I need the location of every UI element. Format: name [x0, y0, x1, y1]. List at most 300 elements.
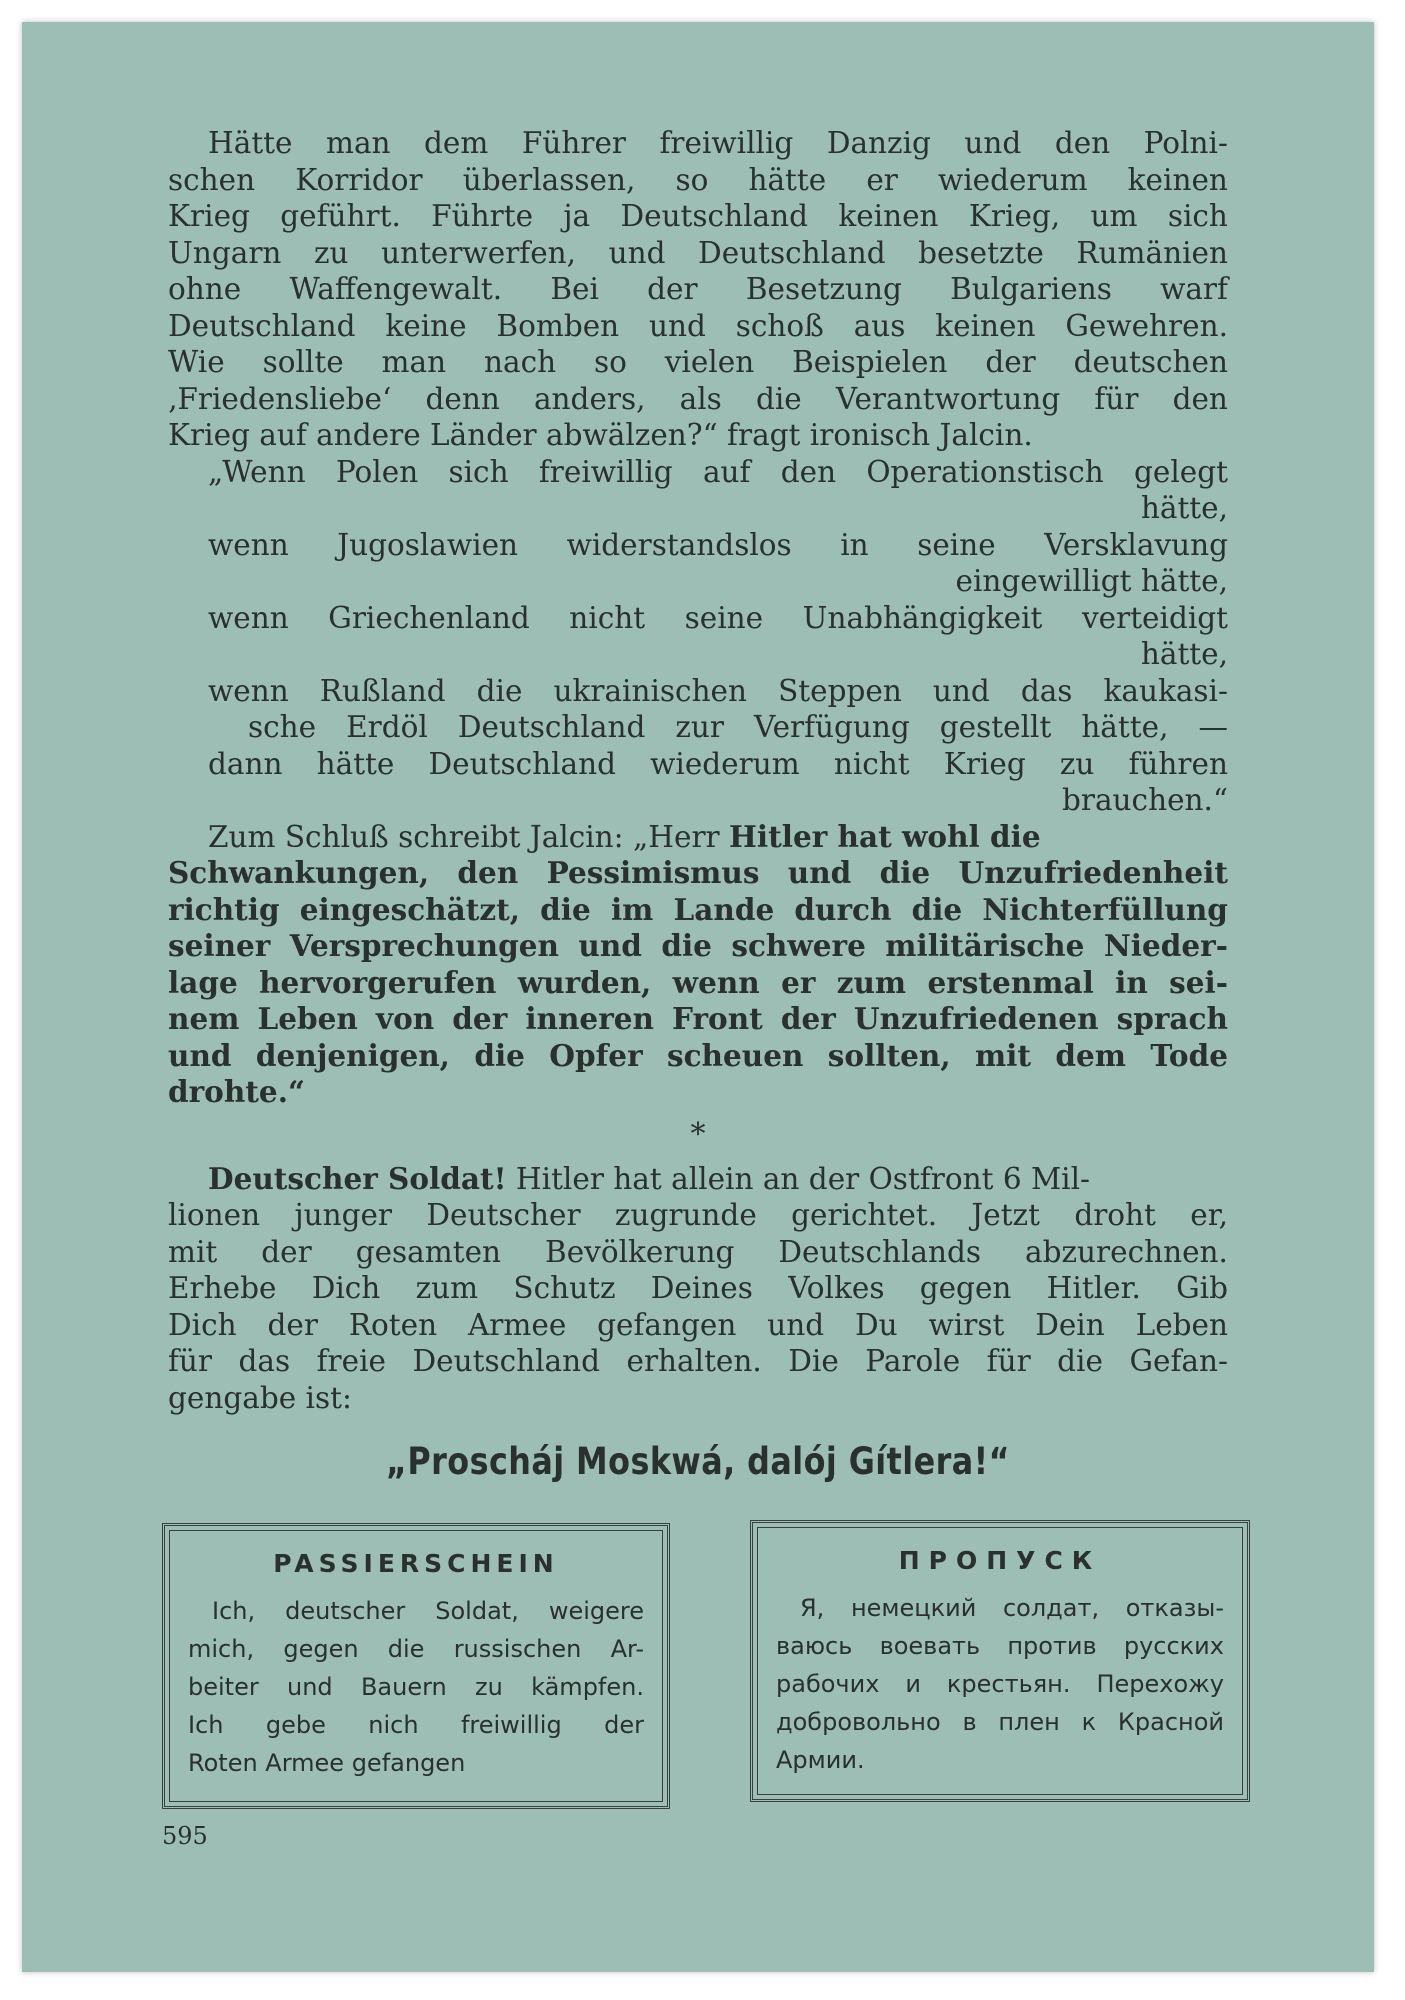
closing-quote — [208, 819, 1041, 856]
word: der — [985, 345, 1036, 379]
word: nicht — [833, 746, 910, 781]
word: солдат, — [1002, 1594, 1100, 1622]
word: geführt. — [280, 199, 401, 233]
word: Bomben — [496, 308, 620, 343]
word: Unzufriedenen — [853, 1001, 1099, 1036]
line-text: gengabe ist: — [168, 1380, 352, 1415]
word: eingeschätzt, — [299, 891, 521, 927]
text-line — [168, 198, 1228, 235]
word: Rußland — [319, 673, 446, 708]
word: Перехожу — [1096, 1670, 1224, 1698]
text-line — [168, 636, 1228, 673]
word: die — [911, 891, 963, 927]
parole-slogan: „Proscháj Moskwá, dalój Gítlera!“ — [386, 1440, 1010, 1483]
text-line — [168, 1307, 1228, 1344]
text-line — [168, 1038, 1228, 1075]
word: nich — [368, 1711, 419, 1739]
word: russischen — [453, 1635, 582, 1663]
word: mit — [168, 1234, 218, 1269]
text-line — [168, 1343, 1228, 1380]
plain-segment: Hitler hat allein an der Ostfront 6 Mil- — [506, 1161, 1091, 1196]
word: das — [238, 1344, 291, 1378]
word: verteidigt — [1081, 600, 1228, 635]
word: Tode — [1150, 1037, 1228, 1073]
word: Führte — [431, 199, 534, 233]
word: Bevölkerung — [545, 1234, 735, 1269]
word: Polni- — [1143, 126, 1228, 160]
line-text: Roten Armee gefangen — [188, 1749, 466, 1777]
word: abzurechnen. — [1025, 1234, 1228, 1269]
passierschein-line — [188, 1706, 644, 1744]
word: und — [767, 1307, 825, 1342]
word: der — [647, 272, 698, 306]
word: Krieg — [168, 199, 250, 233]
word: gegen — [919, 1271, 1012, 1305]
body-text — [168, 125, 1228, 1416]
word: für — [986, 1344, 1031, 1378]
word: im — [610, 891, 654, 927]
word: и — [905, 1670, 921, 1698]
word: seiner — [168, 928, 271, 963]
word: sprach — [1116, 1001, 1228, 1036]
word: wenn — [208, 527, 289, 562]
word: schen — [168, 162, 256, 197]
propusk-line — [776, 1703, 1224, 1741]
word: die — [1057, 1344, 1103, 1378]
word: Nichterfüllung — [982, 891, 1228, 927]
word: mit — [974, 1037, 1032, 1073]
word: dem — [1055, 1037, 1126, 1073]
word: Deutschland — [457, 710, 646, 744]
word: wenn — [672, 964, 760, 1000]
word: der — [604, 1711, 644, 1739]
word: hätte — [748, 162, 827, 197]
word: Volkes — [788, 1271, 885, 1305]
word: sei- — [1169, 964, 1228, 1000]
word: beiter — [188, 1673, 259, 1701]
word: Nieder- — [1103, 928, 1228, 963]
text-line — [168, 527, 1228, 564]
word: Schwankungen, — [168, 855, 430, 890]
word: Führer — [521, 126, 627, 160]
line-text: hätte, — [1140, 637, 1228, 671]
word: keinen — [1127, 162, 1228, 197]
word: gestellt — [939, 710, 1052, 744]
word: nem — [168, 1001, 240, 1036]
bold-line: drohte.“ — [168, 1074, 305, 1109]
plain-segment: Zum Schluß schreibt Jalcin: „Herr — [208, 819, 730, 854]
word: ohne — [168, 272, 242, 306]
text-line — [168, 125, 1228, 162]
word: Du — [855, 1307, 898, 1342]
word: Deutscher — [426, 1198, 581, 1232]
text-line — [168, 490, 1228, 527]
word: Я, — [800, 1594, 825, 1622]
word: sich — [1167, 199, 1228, 233]
word: hervorgerufen — [259, 964, 497, 1000]
text-line — [168, 746, 1228, 783]
text-line — [168, 855, 1228, 892]
word: ja — [563, 199, 591, 233]
word: „Wenn — [208, 454, 306, 489]
word: Bauern — [360, 1673, 447, 1701]
word: weigere — [548, 1597, 644, 1625]
word: Verfügung — [753, 710, 910, 744]
word: Deutschlands — [778, 1234, 982, 1269]
word: Jetzt — [971, 1198, 1040, 1232]
word: und — [608, 235, 666, 270]
word: плен — [998, 1708, 1060, 1736]
word: Deutschland — [412, 1344, 601, 1378]
word: aus — [853, 308, 906, 343]
word: nach — [483, 345, 557, 379]
text-line — [168, 563, 1228, 600]
word: Unabhängigkeit — [802, 600, 1043, 635]
word: und — [168, 1037, 232, 1073]
word: die — [879, 855, 931, 890]
word: richtig — [168, 891, 280, 927]
word: Deutschland — [698, 235, 886, 270]
propusk-box — [750, 1520, 1250, 1802]
word: und — [787, 855, 852, 890]
word: zu — [1059, 746, 1095, 781]
word: hätte — [316, 746, 395, 781]
word: der — [452, 1001, 508, 1036]
word: von — [375, 1001, 435, 1036]
line-text: hätte, — [1140, 491, 1228, 525]
word: zu — [313, 235, 349, 270]
word: um — [1090, 199, 1138, 233]
text-line — [168, 235, 1228, 272]
word: Ich — [188, 1711, 224, 1739]
word: kämpfen. — [531, 1673, 644, 1701]
text-line — [168, 381, 1228, 418]
word: крестьян. — [946, 1670, 1071, 1698]
word: Danzig — [826, 126, 931, 160]
passierschein-inner — [169, 1530, 663, 1802]
word: denn — [425, 381, 500, 416]
word: seine — [684, 600, 764, 635]
word: Dich — [168, 1307, 237, 1342]
word: und — [287, 1673, 333, 1701]
word: erhalten. — [626, 1344, 762, 1378]
word: — — [1198, 710, 1228, 744]
text-line — [168, 1234, 1228, 1271]
text-line — [168, 819, 1228, 856]
word: schoß — [735, 308, 824, 343]
text-line — [168, 454, 1228, 491]
word: Krieg — [943, 746, 1026, 781]
text-line — [168, 709, 1228, 746]
word: Deutschland — [620, 199, 808, 233]
line-text: Krieg auf andere Länder abwälzen?“ fragt ironisch Jalcin. — [168, 418, 1033, 452]
text-line — [168, 782, 1228, 819]
word: Versklavung — [1044, 527, 1228, 562]
word: в — [962, 1708, 977, 1736]
word: zugrunde — [614, 1198, 757, 1232]
word: gefangen — [597, 1307, 737, 1342]
word: Leben — [257, 1001, 358, 1036]
word: keine — [385, 308, 467, 343]
word: Korridor — [295, 162, 423, 197]
word: die — [755, 381, 802, 416]
word: Wie — [168, 345, 225, 379]
word: Parole — [865, 1344, 961, 1378]
text-line — [168, 1380, 1228, 1417]
word: wiederum — [650, 746, 800, 781]
text-line — [168, 1270, 1228, 1307]
line-text: eingewilligt hätte, — [955, 564, 1228, 598]
word: Roten — [348, 1307, 438, 1342]
word: Schutz — [513, 1271, 616, 1305]
word: zum — [836, 964, 907, 1000]
word: und — [964, 126, 1022, 160]
word: für — [168, 1344, 213, 1378]
word: Deutschland — [428, 746, 617, 781]
word: Dich — [311, 1271, 381, 1305]
word: überlassen, — [462, 162, 636, 197]
word: zu — [475, 1673, 503, 1701]
word: немецкий — [850, 1594, 977, 1622]
word: wirst — [928, 1307, 1005, 1342]
word: Griechenland — [328, 600, 530, 635]
word: durch — [794, 891, 892, 927]
word: Soldat, — [435, 1597, 519, 1625]
passierschein-line — [188, 1744, 644, 1782]
word: die — [661, 928, 712, 963]
word: sche — [248, 710, 317, 744]
word: Die — [788, 1344, 839, 1378]
word: inneren — [525, 1001, 654, 1036]
word: das — [1020, 673, 1073, 708]
word: den — [780, 454, 837, 489]
word: Steppen — [778, 673, 902, 708]
bold-segment: Hitler hat wohl die — [729, 818, 1041, 854]
word: als — [679, 381, 722, 416]
text-line — [168, 417, 1228, 454]
word: против — [1007, 1632, 1097, 1660]
word: отказы- — [1125, 1594, 1224, 1622]
word: erstenmal — [927, 964, 1094, 1000]
word: deutscher — [285, 1597, 406, 1625]
word: gesamten — [355, 1234, 502, 1269]
word: Unzufriedenheit — [958, 855, 1228, 890]
word: Operationstisch — [866, 454, 1104, 489]
word: wiederum — [938, 162, 1088, 197]
word: Armee — [467, 1307, 567, 1342]
line-text: Армии. — [776, 1746, 865, 1774]
word: gebe — [265, 1711, 326, 1739]
word: Gefan- — [1129, 1344, 1228, 1378]
propusk-inner — [757, 1527, 1243, 1795]
word: gegen — [283, 1635, 359, 1663]
word: добровольно — [776, 1708, 941, 1736]
word: man — [325, 126, 391, 160]
word: warf — [1160, 272, 1228, 306]
word: den — [1054, 126, 1111, 160]
word: Beispielen — [792, 345, 948, 379]
word: Красной — [1117, 1708, 1224, 1736]
word: Gib — [1176, 1271, 1228, 1305]
word: Jugoslawien — [337, 527, 519, 562]
word: freiwillig — [659, 126, 794, 160]
word: den — [1172, 381, 1228, 416]
word: er — [866, 162, 898, 197]
word: so — [593, 345, 627, 379]
word: рабочих — [776, 1670, 880, 1698]
word: wenn — [208, 673, 289, 708]
word: und — [649, 308, 706, 343]
word: dem — [424, 126, 489, 160]
word: Polen — [335, 454, 419, 489]
word: unterwerfen, — [381, 235, 577, 270]
word: keinen — [935, 308, 1036, 343]
word: Hitler. — [1046, 1271, 1141, 1305]
word: so — [675, 162, 709, 197]
text-line — [168, 344, 1228, 381]
word: Hätte — [208, 126, 293, 160]
word: der — [780, 1001, 836, 1036]
text-line — [168, 965, 1228, 1002]
word: Pessimismus — [546, 855, 760, 890]
word: freie — [316, 1344, 386, 1378]
word: besetzte — [918, 235, 1044, 270]
word: Bulgariens — [950, 272, 1112, 306]
propusk-line — [776, 1589, 1224, 1627]
word: Dein — [1035, 1307, 1105, 1342]
word: man — [381, 345, 447, 379]
text-line — [168, 892, 1228, 929]
propusk-line — [776, 1741, 1224, 1779]
text-line — [168, 928, 1228, 965]
word: militärische — [885, 928, 1085, 963]
text-line — [168, 1161, 1228, 1198]
word: den — [457, 855, 519, 890]
passierschein-line — [188, 1592, 644, 1630]
word: kaukasi- — [1103, 673, 1228, 708]
word: Besetzung — [745, 272, 902, 306]
word: er — [781, 964, 816, 1000]
text-line — [168, 1001, 1228, 1038]
word: freiwillig — [460, 1711, 562, 1739]
word: sollten, — [827, 1037, 951, 1073]
word: die — [474, 1037, 525, 1073]
word: dann — [208, 746, 283, 781]
word: deutschen — [1073, 345, 1228, 379]
line-text: brauchen.“ — [1061, 783, 1228, 817]
word: Ungarn — [168, 235, 282, 270]
word: führen — [1128, 746, 1228, 781]
word: lage — [168, 964, 238, 1000]
word: Deutschland — [168, 308, 356, 343]
text-line — [168, 600, 1228, 637]
word: sollte — [262, 345, 344, 379]
word: lionen — [168, 1198, 261, 1232]
bold-segment: Deutscher Soldat! — [208, 1160, 507, 1196]
text-line — [168, 673, 1228, 710]
word: die — [387, 1635, 425, 1663]
word: русских — [1123, 1632, 1224, 1660]
propusk-title: ПРОПУСК — [898, 1546, 1102, 1575]
word: sich — [448, 454, 509, 489]
passierschein-line — [188, 1630, 644, 1668]
word: für — [1094, 381, 1139, 416]
text-line — [168, 1197, 1228, 1234]
word: Versprechungen — [289, 928, 559, 963]
word: keinen — [838, 199, 939, 233]
word: auf — [702, 454, 751, 489]
word: Opfer — [549, 1037, 643, 1073]
word: freiwillig — [538, 454, 673, 489]
word: Gewehren. — [1065, 308, 1228, 343]
word: anders, — [533, 381, 646, 416]
word: zur — [675, 710, 724, 744]
appeal-first-line — [208, 1161, 1090, 1198]
page-number: 595 — [162, 1822, 208, 1850]
word: wenn — [208, 600, 289, 635]
propusk-line — [776, 1627, 1224, 1665]
text-line — [168, 162, 1228, 199]
word: gelegt — [1134, 454, 1228, 489]
word: mich, — [188, 1635, 255, 1663]
word: Deines — [650, 1271, 753, 1305]
word: in — [1115, 964, 1148, 1000]
word: denjenigen, — [255, 1037, 450, 1073]
word: Bei — [550, 272, 599, 306]
word: gerichtet. — [791, 1198, 938, 1232]
word: ukrainischen — [553, 673, 748, 708]
word: ‚Friedensliebe‘ — [168, 381, 392, 416]
word: nicht — [569, 600, 646, 635]
word: Leben — [1135, 1307, 1228, 1342]
word: Verantwortung — [835, 381, 1061, 416]
word: к — [1081, 1708, 1097, 1736]
word: und — [932, 673, 990, 708]
word: Waffengewalt. — [289, 272, 503, 306]
text-line — [168, 308, 1228, 345]
word: zum — [415, 1271, 479, 1305]
passierschein-line — [188, 1668, 644, 1706]
word: Ar- — [610, 1635, 644, 1663]
text-line — [168, 1074, 1228, 1111]
word: die — [476, 673, 523, 708]
word: widerstandslos — [566, 527, 792, 562]
word: seine — [917, 527, 996, 562]
word: Front — [672, 1001, 763, 1036]
passierschein-title: PASSIERSCHEIN — [273, 1549, 559, 1578]
word: Lande — [673, 891, 775, 927]
word: Krieg, — [968, 199, 1061, 233]
word: er, — [1190, 1198, 1228, 1232]
word: Rumänien — [1076, 235, 1228, 270]
word: droht — [1074, 1198, 1156, 1232]
word: in — [840, 527, 869, 562]
word: Ich, — [212, 1597, 256, 1625]
passierschein-box — [162, 1523, 670, 1809]
word: Erhebe — [168, 1271, 277, 1305]
word: ваюсь — [776, 1632, 853, 1660]
text-line — [168, 271, 1228, 308]
word: Erdöl — [346, 710, 428, 744]
word: und — [578, 928, 642, 963]
word: wurden, — [517, 964, 652, 1000]
section-separator: * — [690, 1117, 706, 1153]
word: der — [261, 1234, 312, 1269]
word: der — [267, 1307, 318, 1342]
word: schwere — [731, 928, 866, 963]
word: scheuen — [666, 1037, 804, 1073]
word: воевать — [879, 1632, 981, 1660]
